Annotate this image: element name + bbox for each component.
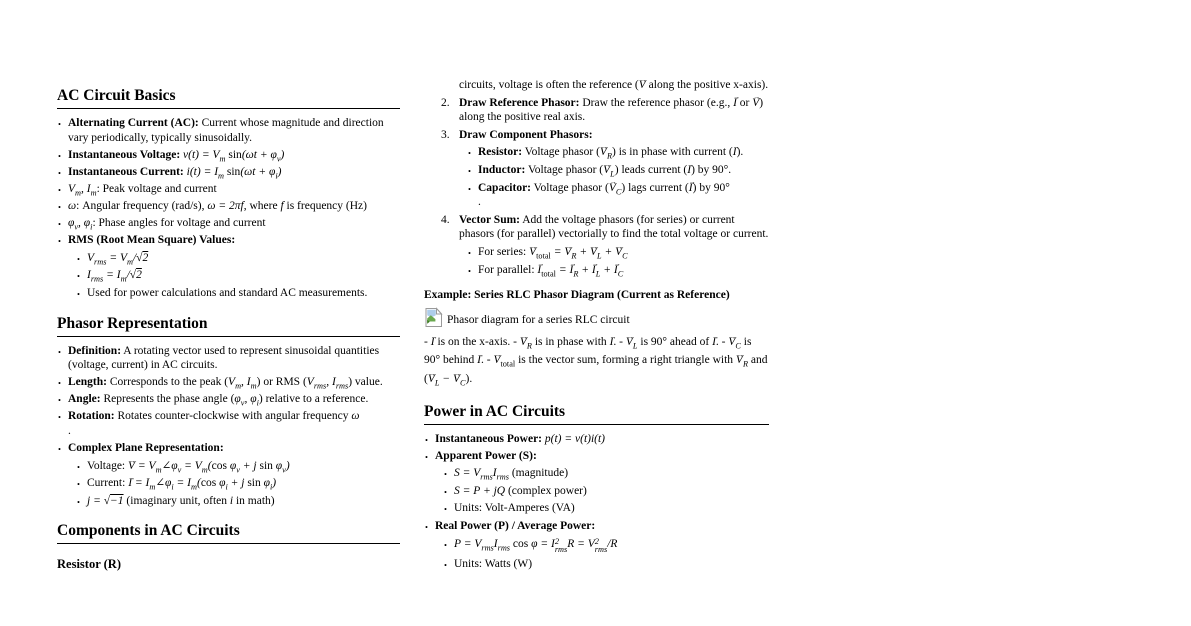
sublist-item: • For series: $V \to_{total} = V \to_R + V \to_L + V \to_C$ xyxy=(468,245,769,260)
sublist-item: • Current: I → = $I_m\angle\varphi_i = I_m(\cos$ $\varphi_i + j$ $\sin \varphi_i$) xyxy=(77,476,400,491)
sublist xyxy=(459,245,769,277)
section-heading-components-in-ac-circuits: Components in AC Circuits xyxy=(57,522,400,544)
list-item: • Instantaneous Voltage: $v(t) = V_m$ $\sin(\omega t + \varphi_v)$ xyxy=(57,148,400,163)
sublist-item: • Capacitor: Voltage phasor $(V \to_C)$ lags current (I →) by 90° . xyxy=(468,181,769,210)
list-item: • Apparent Power (S): • $S = V_{rms}I_{rms}$ (magnitude) • S = P + jQ (complex power) • Units: Volt-Amperes (VA) xyxy=(424,449,769,516)
sublist-item: • Units: Volt-Amperes (VA) xyxy=(444,501,769,516)
sublist-item: • j = √−1 (imaginary unit, often i in math) xyxy=(77,494,400,509)
list-item: • Length: Corresponds to the peak ($V_m$, $I_m$) or RMS ($V_{rms}$, $I_{rms}$) value. xyxy=(57,375,400,390)
numbered-item: 4. Vector Sum: Add the voltage phasors (for series) or current phasors (for parallel) vectorially to find the total voltage or current. • For series: $V \to_{total} = V \to_R + V \to_L + V \to_C$ • For parallel: $I \to_{total} = I \to_R + I \to_L + I \to_C$ xyxy=(424,213,769,277)
image-placeholder-line xyxy=(424,307,769,328)
list-item: • RMS (Root Mean Square) Values: • $V_{rms} = V_m/√2$ • $I_{rms} = I_m/√2$ • Used for power calculations and standard AC measurements. xyxy=(57,233,400,300)
sublist-item: • Inductor: Voltage phasor $(V \to_L)$ leads current (I →) by 90°. xyxy=(468,163,769,178)
list-item: • Angle: Represents the phase angle ($\varphi_v$, $\varphi_i$) relative to a reference. xyxy=(57,392,400,407)
list-item: • $V_m$, $I_m$: Peak voltage and current xyxy=(57,182,400,197)
phasor-representation-list xyxy=(57,344,400,509)
list-item: • Complex Plane Representation: • Voltage: V → = $V_m\angle\varphi_v = V_m(\cos$ $\varphi_v + j$ $\sin \varphi_v$) • Current: I → = $I_m\angle\varphi_i = I_m(\cos$ $\varphi_i + j$ $\sin \varphi_i$) • j = √−1 (imaginary unit, often i in math) xyxy=(57,441,400,508)
sublist-item: • Units: Watts (W) xyxy=(444,557,769,572)
sublist xyxy=(435,537,769,572)
example-heading: Example: Series RLC Phasor Diagram (Current as Reference) xyxy=(424,289,730,302)
ac-basics-list xyxy=(57,116,400,301)
sublist xyxy=(68,459,400,509)
sublist-item: • For parallel: $I \to_{total} = I \to_R + I \to_L + I \to_C$ xyxy=(468,263,769,278)
sublist xyxy=(68,251,400,301)
sublist-item: • Resistor: Voltage phasor $(V \to_R)$ is in phase with current (I →). xyxy=(468,145,769,160)
image-alt-text: Phasor diagram for a series RLC circuit xyxy=(447,313,630,326)
sublist-item: • Used for power calculations and standard AC measurements. xyxy=(77,286,400,301)
sublist-item: • $S = V_{rms}I_{rms}$ (magnitude) xyxy=(444,466,769,481)
section-heading-ac-circuit-basics: AC Circuit Basics xyxy=(57,87,400,109)
diagram-description: - I → is on the x-axis. - $V \to_R$ is in phase with I →. - $V \to_L$ is 90° ahead of I →. - $V \to_C$ is 90° behind I →. - $V \to_{total}$ is the vector sum, forming a right triangle with $V \to_R$ and $(V \to_L - V \to_C)$. xyxy=(424,333,769,389)
sublist-item: • Voltage: V → = $V_m\angle\varphi_v = V_m(\cos$ $\varphi_v + j$ $\sin \varphi_v$) xyxy=(77,459,400,474)
list-item: • Instantaneous Power: p(t) = v(t)i(t) xyxy=(424,432,769,447)
section-heading-phasor-representation: Phasor Representation xyxy=(57,315,400,337)
sublist-item: • S = P + jQ (complex power) xyxy=(444,484,769,499)
list-item: • ω: Angular frequency (rad/s), ω = 2πf, where f is frequency (Hz) xyxy=(57,199,400,214)
list-item: • $\varphi_v$, $\varphi_i$: Phase angles for voltage and current xyxy=(57,216,400,231)
list-item: • Alternating Current (AC): Current whose magnitude and direction vary periodically, typically sinusoidally. xyxy=(57,116,400,145)
list-item: • Real Power (P) / Average Power: • $P = V_{rms}I_{rms}$ cos φ = I 2 rms R = V 2 rms /R • Units: Watts (W) xyxy=(424,519,769,572)
list-item: • Definition: A rotating vector used to represent sinusoidal quantities (voltage, current) in AC circuits. xyxy=(57,344,400,373)
continuation-paragraph: circuits, voltage is often the reference (V → along the positive x-axis). xyxy=(459,78,769,93)
numbered-item: 2. Draw Reference Phasor: Draw the reference phasor (e.g., I → or V →) along the positive real axis. xyxy=(424,96,769,125)
sublist xyxy=(459,145,769,209)
sublist-item: • $P = V_{rms}I_{rms}$ cos φ = I 2 rms R = V 2 rms /R xyxy=(444,537,769,555)
numbered-item: 3. Draw Component Phasors: • Resistor: Voltage phasor $(V \to_R)$ is in phase with current (I →). • Inductor: Voltage phasor $(V \to_L)$ leads current (I →) by 90°. • Capacitor: Voltage phasor $(V \to_C)$ lags current (I →) by 90° . xyxy=(424,128,769,210)
subsection-heading-resistor: Resistor (R) xyxy=(57,557,121,572)
sublist-item: • $I_{rms} = I_m/√2$ xyxy=(77,268,400,283)
broken-image-icon xyxy=(424,307,444,328)
phasor-diagram-steps xyxy=(424,96,769,278)
power-list xyxy=(424,432,769,572)
sublist xyxy=(435,466,769,516)
right-column xyxy=(424,78,769,576)
list-item: • Instantaneous Current: $i(t) = I_m$ $\sin(\omega t + \varphi_i)$ xyxy=(57,165,400,180)
list-item: • Rotation: Rotates counter-clockwise with angular frequency ω . xyxy=(57,409,400,438)
left-column xyxy=(57,87,400,577)
sublist-item: • $V_{rms} = V_m/√2$ xyxy=(77,251,400,266)
section-heading-power-in-ac-circuits: Power in AC Circuits xyxy=(424,403,769,425)
